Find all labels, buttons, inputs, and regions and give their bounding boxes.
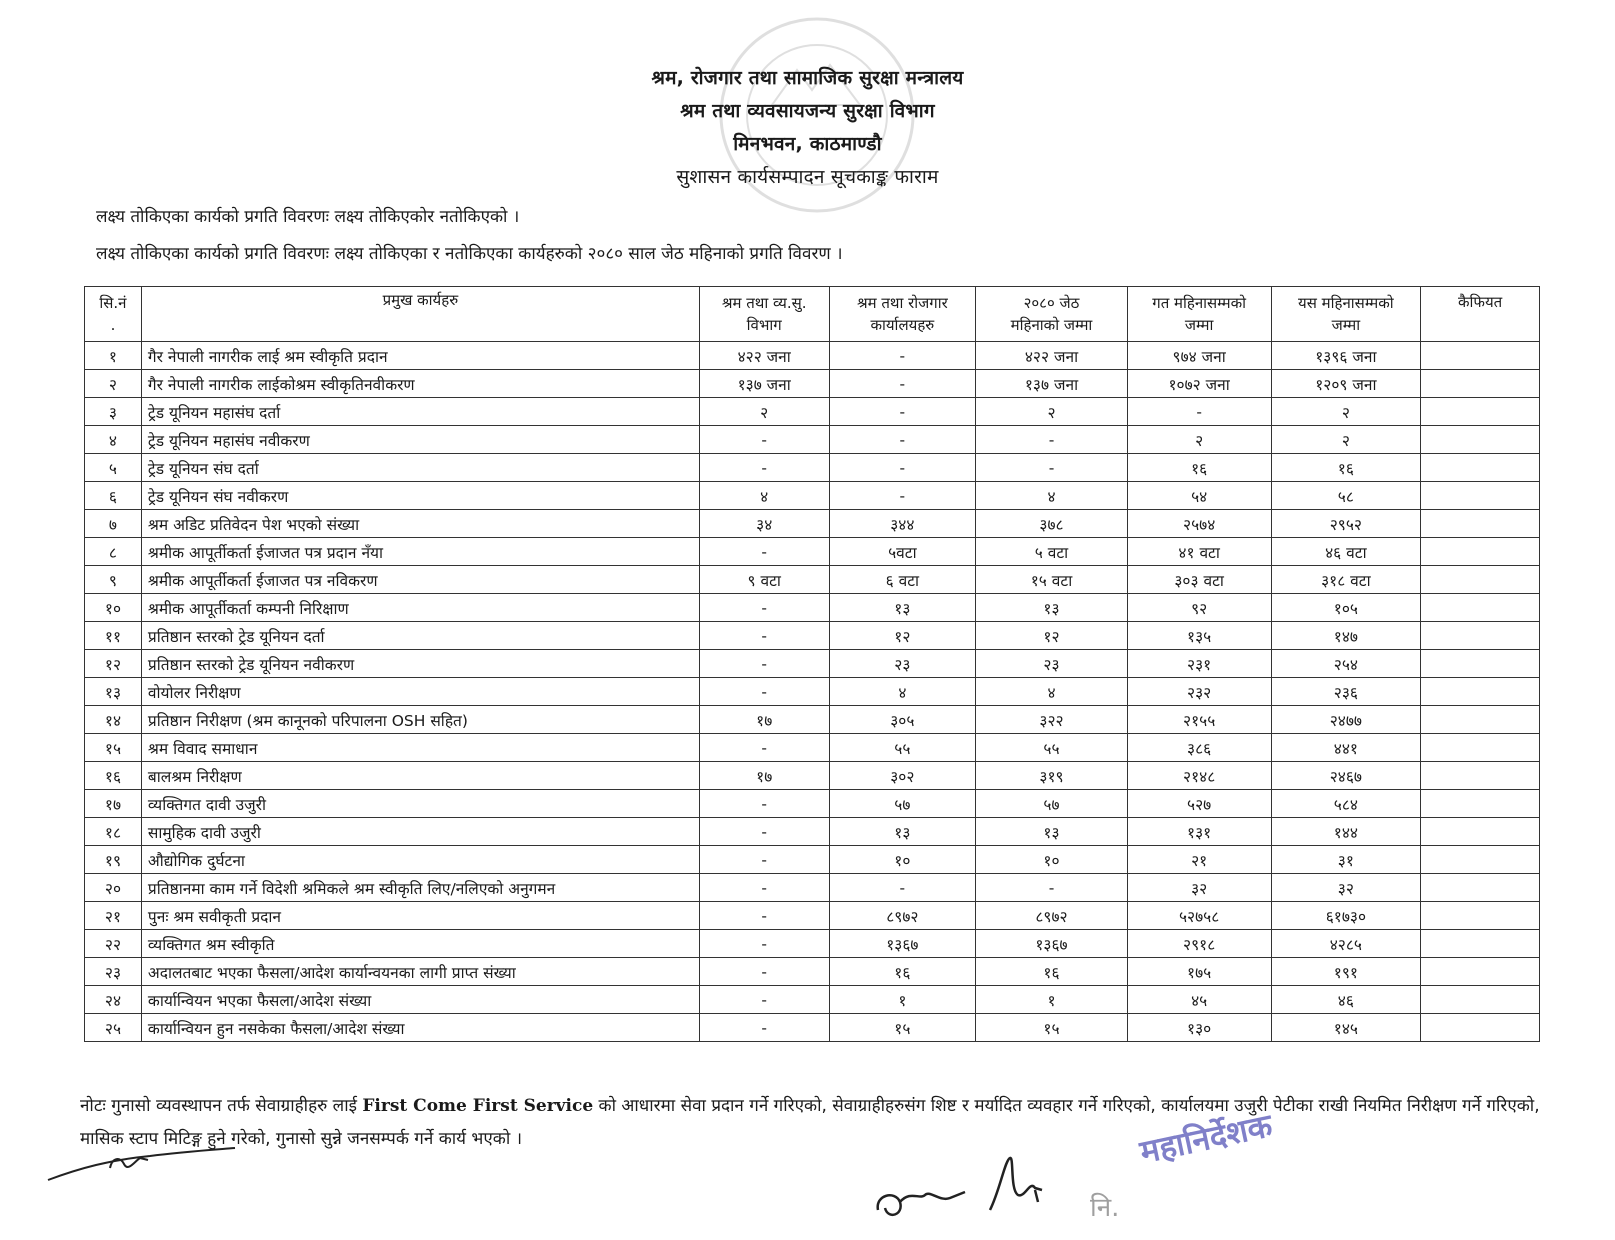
row-activity: ट्रेड यूनियन संघ नवीकरण — [141, 482, 699, 510]
row-current-value: १४७ — [1271, 622, 1421, 650]
row-department-value: - — [699, 454, 829, 482]
row-activity: श्रमीक आपूर्तीकर्ता ईजाजत पत्र नविकरण — [141, 566, 699, 594]
row-jestha-value: १३७ जना — [976, 370, 1128, 398]
header-offices: श्रम तथा रोजगार कार्यालयहरु — [829, 287, 976, 342]
row-jestha-value: १ — [976, 986, 1128, 1014]
row-offices-value: - — [829, 454, 976, 482]
row-activity: श्रमीक आपूर्तीकर्ता कम्पनी निरिक्षाण — [141, 594, 699, 622]
row-remarks — [1421, 762, 1540, 790]
row-previous-value: ९२ — [1127, 594, 1271, 622]
table-row — [85, 902, 1540, 930]
table-row — [85, 342, 1540, 370]
row-previous-value: ५२७ — [1127, 790, 1271, 818]
stamp-prefix: नि. — [1090, 1193, 1120, 1223]
row-department-value: १७ — [699, 706, 829, 734]
row-remarks — [1421, 482, 1540, 510]
row-remarks — [1421, 818, 1540, 846]
row-remarks — [1421, 426, 1540, 454]
row-department-value: - — [699, 538, 829, 566]
row-current-value: ५८४ — [1271, 790, 1421, 818]
table-row — [85, 538, 1540, 566]
row-activity: गैर नेपाली नागरीक लाई श्रम स्वीकृति प्रदान — [141, 342, 699, 370]
row-jestha-value: २ — [976, 398, 1128, 426]
row-previous-value: २१ — [1127, 846, 1271, 874]
row-remarks — [1421, 930, 1540, 958]
row-activity: ट्रेड यूनियन महासंघ नवीकरण — [141, 426, 699, 454]
row-sn: ९ — [85, 566, 142, 594]
row-offices-value: ४ — [829, 678, 976, 706]
table-row — [85, 818, 1540, 846]
row-department-value: - — [699, 986, 829, 1014]
row-offices-value: - — [829, 426, 976, 454]
row-jestha-value: - — [976, 454, 1128, 482]
row-activity: वोयोलर निरीक्षण — [141, 678, 699, 706]
row-activity: प्रतिष्ठानमा काम गर्ने विदेशी श्रमिकले श्रम स्वीकृति लिए/नलिएको अनुगमन — [141, 874, 699, 902]
table-row — [85, 454, 1540, 482]
row-current-value: १६ — [1271, 454, 1421, 482]
row-jestha-value: - — [976, 874, 1128, 902]
row-current-value: २९५२ — [1271, 510, 1421, 538]
table-row — [85, 1014, 1540, 1042]
table-row — [85, 426, 1540, 454]
row-current-value: १९१ — [1271, 958, 1421, 986]
row-jestha-value: १५ — [976, 1014, 1128, 1042]
row-remarks — [1421, 678, 1540, 706]
table-row — [85, 594, 1540, 622]
row-previous-value: २५७४ — [1127, 510, 1271, 538]
form-title: सुशासन कार्यसम्पादन सूचकाङ्क फाराम — [676, 166, 939, 188]
row-remarks — [1421, 846, 1540, 874]
row-sn: २५ — [85, 1014, 142, 1042]
row-department-value: २ — [699, 398, 829, 426]
table-row — [85, 874, 1540, 902]
row-department-value: ९ वटा — [699, 566, 829, 594]
row-department-value: - — [699, 958, 829, 986]
row-previous-value: १०७२ जना — [1127, 370, 1271, 398]
row-department-value: - — [699, 846, 829, 874]
row-sn: २२ — [85, 930, 142, 958]
row-current-value: ४६ वटा — [1271, 538, 1421, 566]
table-row — [85, 482, 1540, 510]
row-sn: १३ — [85, 678, 142, 706]
row-jestha-value: ४२२ जना — [976, 342, 1128, 370]
row-current-value: ३२ — [1271, 874, 1421, 902]
signature-middle-2 — [980, 1150, 1060, 1220]
row-remarks — [1421, 342, 1540, 370]
row-department-value: ३४ — [699, 510, 829, 538]
row-previous-value: ३२ — [1127, 874, 1271, 902]
header-current-total: यस महिनासम्मको जम्मा — [1271, 287, 1421, 342]
row-current-value: ४६ — [1271, 986, 1421, 1014]
row-department-value: - — [699, 902, 829, 930]
row-offices-value: १५ — [829, 1014, 976, 1042]
row-activity: प्रतिष्ठान स्तरको ट्रेड यूनियन नवीकरण — [141, 650, 699, 678]
row-previous-value: २९१८ — [1127, 930, 1271, 958]
table-row — [85, 762, 1540, 790]
row-activity: ट्रेड यूनियन महासंघ दर्ता — [141, 398, 699, 426]
row-previous-value: ५२७५८ — [1127, 902, 1271, 930]
row-previous-value: १३० — [1127, 1014, 1271, 1042]
row-remarks — [1421, 790, 1540, 818]
row-current-value: ६१७३० — [1271, 902, 1421, 930]
row-sn: १८ — [85, 818, 142, 846]
note-paragraph — [80, 1090, 1540, 1156]
row-offices-value: १२ — [829, 622, 976, 650]
intro-line-2: लक्ष्य तोकिएका कार्यको प्रगति विवरणः लक्ष्य तोकिएका र नतोकिएका कार्यहरुको २०८० साल जेठ महिनाको प्रगति विवरण । — [96, 244, 843, 264]
row-previous-value: ९७४ जना — [1127, 342, 1271, 370]
signature-left — [40, 1138, 240, 1198]
row-jestha-value: १३६७ — [976, 930, 1128, 958]
row-jestha-value: ३२२ — [976, 706, 1128, 734]
table-row — [85, 930, 1540, 958]
row-jestha-value: ४ — [976, 678, 1128, 706]
row-offices-value: १३ — [829, 594, 976, 622]
row-offices-value: ३०२ — [829, 762, 976, 790]
row-activity: श्रम विवाद समाधान — [141, 734, 699, 762]
row-current-value: २ — [1271, 426, 1421, 454]
row-sn: १० — [85, 594, 142, 622]
row-department-value: - — [699, 426, 829, 454]
note-prefix: नोटः गुनासो व्यवस्थापन तर्फ सेवाग्राहीहरु लाई — [80, 1096, 363, 1116]
row-remarks — [1421, 706, 1540, 734]
row-jestha-value: १५ वटा — [976, 566, 1128, 594]
table-row — [85, 622, 1540, 650]
row-previous-value: ४५ — [1127, 986, 1271, 1014]
row-remarks — [1421, 650, 1540, 678]
table-row — [85, 398, 1540, 426]
row-offices-value: ६ वटा — [829, 566, 976, 594]
row-previous-value: १७५ — [1127, 958, 1271, 986]
row-previous-value: २३१ — [1127, 650, 1271, 678]
row-activity: सामुहिक दावी उजुरी — [141, 818, 699, 846]
row-offices-value: १६ — [829, 958, 976, 986]
row-remarks — [1421, 538, 1540, 566]
row-sn: ४ — [85, 426, 142, 454]
row-sn: ३ — [85, 398, 142, 426]
row-remarks — [1421, 734, 1540, 762]
row-department-value: - — [699, 650, 829, 678]
row-remarks — [1421, 622, 1540, 650]
row-activity: पुनः श्रम सवीकृती प्रदान — [141, 902, 699, 930]
row-remarks — [1421, 510, 1540, 538]
row-current-value: १४५ — [1271, 1014, 1421, 1042]
row-previous-value: १६ — [1127, 454, 1271, 482]
note-rest: को आधारमा सेवा प्रदान गर्ने गरिएको, सेवाग्राहीहरुसंग शिष्ट र मर्यादित व्यवहार गर्ने गरिएको, कार्यालयमा उजुरी पेटीका राखी नियमित निरीक्षण गर्ने गरिएको, मासिक स्टाप मिटिङ्ग हुने गरेको, गुनासो सुन्ने जनसम्पर्क गर्ने कार्य भएको । — [80, 1096, 1540, 1149]
row-department-value: - — [699, 818, 829, 846]
row-offices-value: - — [829, 874, 976, 902]
row-department-value: - — [699, 678, 829, 706]
row-current-value: २ — [1271, 398, 1421, 426]
table-row — [85, 986, 1540, 1014]
department-name: श्रम तथा व्यवसायजन्य सुरक्षा विभाग — [680, 100, 935, 122]
row-jestha-value: ८९७२ — [976, 902, 1128, 930]
row-current-value: १२०९ जना — [1271, 370, 1421, 398]
row-jestha-value: १० — [976, 846, 1128, 874]
row-sn: २४ — [85, 986, 142, 1014]
table-row — [85, 706, 1540, 734]
row-current-value: ४४१ — [1271, 734, 1421, 762]
row-current-value: २४६७ — [1271, 762, 1421, 790]
row-activity: व्यक्तिगत श्रम स्वीकृति — [141, 930, 699, 958]
row-sn: २३ — [85, 958, 142, 986]
row-jestha-value: - — [976, 426, 1128, 454]
row-previous-value: २१५५ — [1127, 706, 1271, 734]
row-remarks — [1421, 370, 1540, 398]
row-department-value: - — [699, 622, 829, 650]
row-current-value: १४४ — [1271, 818, 1421, 846]
row-offices-value: - — [829, 482, 976, 510]
row-remarks — [1421, 1014, 1540, 1042]
row-current-value: २५४ — [1271, 650, 1421, 678]
row-current-value: १०५ — [1271, 594, 1421, 622]
row-offices-value: ५५ — [829, 734, 976, 762]
row-activity: प्रतिष्ठान निरीक्षण (श्रम कानूनको परिपालना OSH सहित) — [141, 706, 699, 734]
row-previous-value: ५४ — [1127, 482, 1271, 510]
row-remarks — [1421, 958, 1540, 986]
row-previous-value: १३५ — [1127, 622, 1271, 650]
table-row — [85, 958, 1540, 986]
row-offices-value: - — [829, 342, 976, 370]
row-remarks — [1421, 874, 1540, 902]
table-body — [85, 342, 1540, 1042]
note-english-phrase: First Come First Service — [362, 1096, 594, 1116]
row-sn: १५ — [85, 734, 142, 762]
row-offices-value: १३६७ — [829, 930, 976, 958]
office-location: मिनभवन, काठमाण्डौ — [733, 133, 882, 155]
row-department-value: ४२२ जना — [699, 342, 829, 370]
row-activity: व्यक्तिगत दावी उजुरी — [141, 790, 699, 818]
row-sn: ११ — [85, 622, 142, 650]
row-department-value: - — [699, 874, 829, 902]
row-offices-value: ८९७२ — [829, 902, 976, 930]
row-jestha-value: १२ — [976, 622, 1128, 650]
row-current-value: २४७७ — [1271, 706, 1421, 734]
table-row — [85, 790, 1540, 818]
row-sn: ६ — [85, 482, 142, 510]
row-jestha-value: १६ — [976, 958, 1128, 986]
progress-table — [84, 286, 1540, 1042]
row-current-value: ३१ — [1271, 846, 1421, 874]
row-jestha-value: ५ वटा — [976, 538, 1128, 566]
row-offices-value: १३ — [829, 818, 976, 846]
row-sn: १ — [85, 342, 142, 370]
row-previous-value: ४१ वटा — [1127, 538, 1271, 566]
row-offices-value: १ — [829, 986, 976, 1014]
row-sn: १७ — [85, 790, 142, 818]
header-jestha-total: २०८० जेठ महिनाको जम्मा — [976, 287, 1128, 342]
row-jestha-value: ५७ — [976, 790, 1128, 818]
row-previous-value: ३८६ — [1127, 734, 1271, 762]
row-sn: १२ — [85, 650, 142, 678]
row-offices-value: - — [829, 370, 976, 398]
row-jestha-value: १३ — [976, 818, 1128, 846]
row-offices-value: २३ — [829, 650, 976, 678]
row-offices-value: - — [829, 398, 976, 426]
row-previous-value: २ — [1127, 426, 1271, 454]
row-current-value: ४२८५ — [1271, 930, 1421, 958]
header-remarks: कैफियत — [1421, 287, 1540, 342]
table-row — [85, 370, 1540, 398]
table-row — [85, 678, 1540, 706]
row-remarks — [1421, 398, 1540, 426]
row-sn: ७ — [85, 510, 142, 538]
row-sn: १६ — [85, 762, 142, 790]
row-activity: गैर नेपाली नागरीक लाईकोश्रम स्वीकृतिनवीकरण — [141, 370, 699, 398]
row-activity: कार्यान्वियन हुन नसकेका फैसला/आदेश संख्या — [141, 1014, 699, 1042]
row-sn: ५ — [85, 454, 142, 482]
row-department-value: ४ — [699, 482, 829, 510]
row-offices-value: ३४४ — [829, 510, 976, 538]
row-sn: २ — [85, 370, 142, 398]
ministry-name: श्रम, रोजगार तथा सामाजिक सुरक्षा मन्त्रालय — [651, 67, 964, 89]
row-department-value: - — [699, 1014, 829, 1042]
row-activity: ट्रेड यूनियन संघ दर्ता — [141, 454, 699, 482]
row-department-value: - — [699, 594, 829, 622]
row-activity: अदालतबाट भएका फैसला/आदेश कार्यान्वयनका लागी प्राप्त संख्या — [141, 958, 699, 986]
row-jestha-value: २३ — [976, 650, 1128, 678]
row-offices-value: ३०५ — [829, 706, 976, 734]
row-previous-value: २१४८ — [1127, 762, 1271, 790]
row-activity: प्रतिष्ठान स्तरको ट्रेड यूनियन दर्ता — [141, 622, 699, 650]
intro-line-1: लक्ष्य तोकिएका कार्यको प्रगति विवरणः लक्ष्य तोकिएकोर नतोकिएको । — [96, 207, 520, 227]
row-activity: औद्योगिक दुर्घटना — [141, 846, 699, 874]
row-remarks — [1421, 594, 1540, 622]
row-activity: श्रमीक आपूर्तीकर्ता ईजाजत पत्र प्रदान नँया — [141, 538, 699, 566]
row-jestha-value: ३१९ — [976, 762, 1128, 790]
row-activity: कार्यान्वियन भएका फैसला/आदेश संख्या — [141, 986, 699, 1014]
row-sn: २१ — [85, 902, 142, 930]
row-previous-value: १३१ — [1127, 818, 1271, 846]
table-row — [85, 510, 1540, 538]
table-row — [85, 566, 1540, 594]
row-current-value: २३६ — [1271, 678, 1421, 706]
row-remarks — [1421, 902, 1540, 930]
row-current-value: ३१८ वटा — [1271, 566, 1421, 594]
row-offices-value: ५वटा — [829, 538, 976, 566]
row-jestha-value: ५५ — [976, 734, 1128, 762]
header-department: श्रम तथा व्य.सु. विभाग — [699, 287, 829, 342]
row-remarks — [1421, 454, 1540, 482]
director-general-stamp: महानिर्देशक — [1136, 1106, 1276, 1172]
row-sn: १९ — [85, 846, 142, 874]
row-activity: बालश्रम निरीक्षण — [141, 762, 699, 790]
row-department-value: - — [699, 790, 829, 818]
row-current-value: ५८ — [1271, 482, 1421, 510]
row-activity: श्रम अडिट प्रतिवेदन पेश भएको संख्या — [141, 510, 699, 538]
row-previous-value: ३०३ वटा — [1127, 566, 1271, 594]
row-offices-value: ५७ — [829, 790, 976, 818]
row-sn: १४ — [85, 706, 142, 734]
row-offices-value: १० — [829, 846, 976, 874]
header-activity: प्रमुख कार्यहरु — [141, 287, 699, 342]
row-previous-value: - — [1127, 398, 1271, 426]
row-department-value: १३७ जना — [699, 370, 829, 398]
row-previous-value: २३२ — [1127, 678, 1271, 706]
row-jestha-value: १३ — [976, 594, 1128, 622]
document-header — [0, 62, 1615, 194]
row-jestha-value: ४ — [976, 482, 1128, 510]
row-remarks — [1421, 986, 1540, 1014]
row-sn: ८ — [85, 538, 142, 566]
table-row — [85, 734, 1540, 762]
row-sn: २० — [85, 874, 142, 902]
row-current-value: १३९६ जना — [1271, 342, 1421, 370]
table-header-row — [85, 287, 1540, 342]
table-row — [85, 846, 1540, 874]
header-sn: सि.नं . — [85, 287, 142, 342]
table-row — [85, 650, 1540, 678]
row-department-value: १७ — [699, 762, 829, 790]
row-department-value: - — [699, 930, 829, 958]
header-previous-total: गत महिनासम्मको जम्मा — [1127, 287, 1271, 342]
row-remarks — [1421, 566, 1540, 594]
row-department-value: - — [699, 734, 829, 762]
row-jestha-value: ३७८ — [976, 510, 1128, 538]
